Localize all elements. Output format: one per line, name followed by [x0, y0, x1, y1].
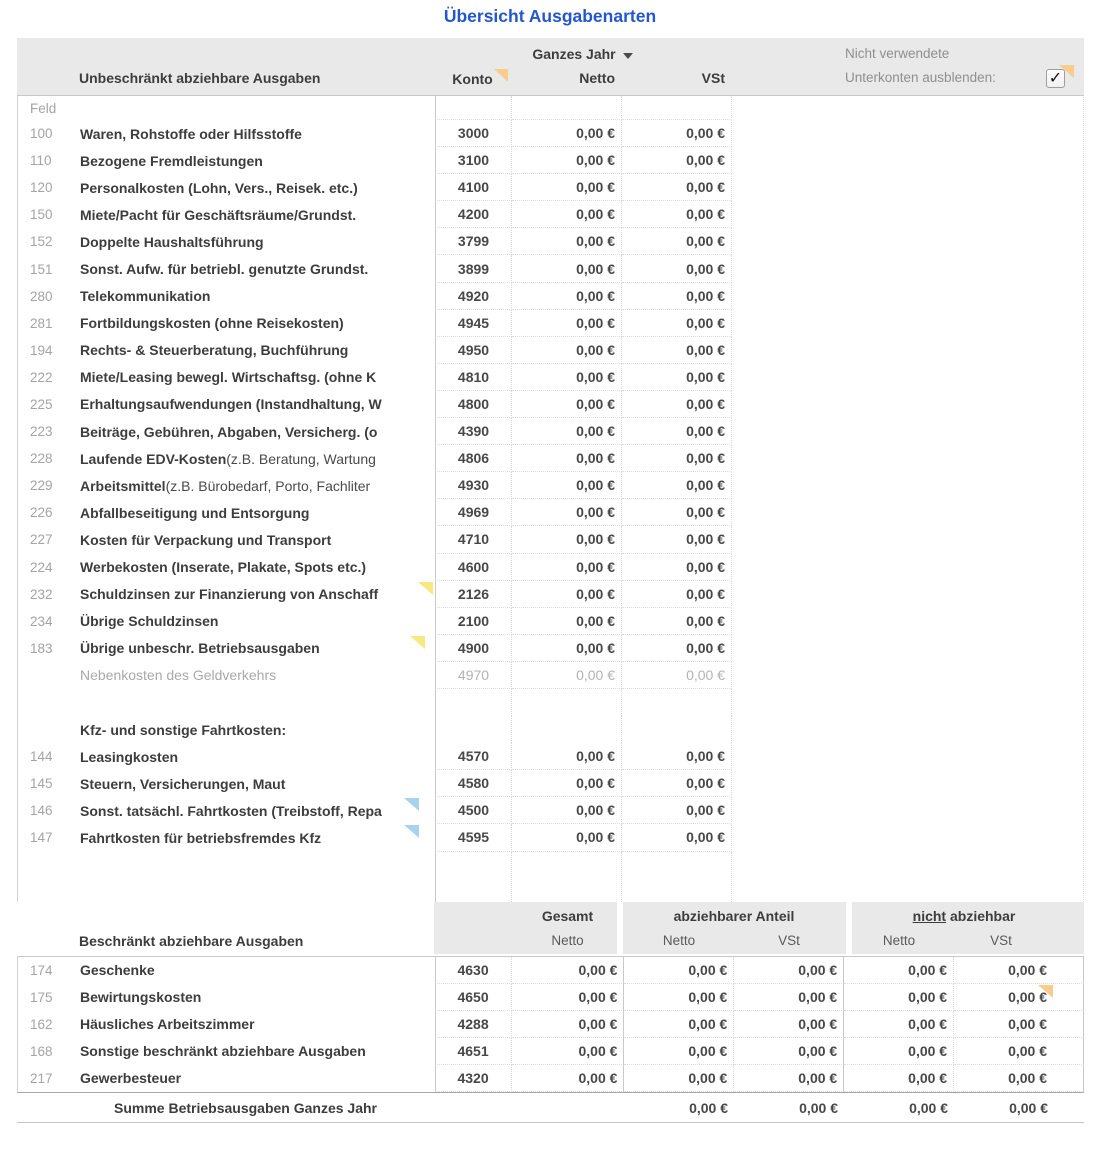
nicht-netto-cell[interactable]: 0,00 € [844, 1065, 954, 1092]
konto-cell[interactable]: 3000 [435, 120, 512, 147]
abz-vst-cell[interactable]: 0,00 € [734, 957, 844, 984]
vst-cell[interactable]: 0,00 € [622, 364, 732, 391]
table2-body [17, 956, 1084, 1093]
vst-cell[interactable]: 0,00 € [622, 445, 732, 472]
name-cell[interactable]: Kosten für Verpackung und Transport [80, 531, 332, 548]
gesamt-netto-cell[interactable]: 0,00 € [512, 957, 625, 984]
feld-cell [18, 689, 62, 716]
sum-nicht-netto: 0,00 € [909, 1099, 948, 1116]
table-row [18, 635, 1083, 662]
konto-cell[interactable]: 4390 [435, 418, 512, 445]
netto-cell[interactable]: 0,00 € [512, 364, 622, 391]
checkmark-icon: ✓ [1048, 69, 1063, 87]
netto-cell[interactable]: 0,00 € [512, 581, 622, 608]
name-cell[interactable]: Werbekosten (Inserate, Plakate, Spots etc.) [80, 559, 367, 576]
konto-cell[interactable]: 4650 [435, 984, 512, 1011]
konto-cell[interactable]: 2100 [435, 608, 512, 635]
vst-cell[interactable]: 0,00 € [622, 499, 732, 526]
table-row [18, 743, 1083, 770]
name-cell[interactable]: Laufende EDV-Kosten (z.B. Beratung, Wartung [80, 450, 376, 467]
sum-label: Summe Betriebsausgaben Ganzes Jahr [114, 1099, 377, 1116]
vst-cell[interactable]: 0,00 € [622, 797, 732, 824]
feld-cell: 224 [30, 559, 53, 575]
name-cell[interactable]: Übrige Schuldzinsen [80, 613, 219, 630]
name-cell[interactable]: Beiträge, Gebühren, Abgaben, Versicherg. (o [80, 423, 378, 440]
nicht-netto-cell[interactable]: 0,00 € [844, 1011, 954, 1038]
konto-cell[interactable]: 4600 [435, 554, 512, 581]
feld-cell: 110 [30, 153, 52, 169]
table2-header [17, 902, 1084, 956]
name-cell[interactable]: Erhaltungsaufwendungen (Instandhaltung, W [80, 396, 382, 413]
nicht-netto-cell[interactable]: 0,00 € [844, 957, 954, 984]
konto-cell[interactable] [435, 716, 512, 743]
nicht-vst-cell[interactable]: 0,00 € [954, 1011, 1084, 1038]
feld-cell: 174 [30, 962, 53, 978]
abz-vst-cell[interactable]: 0,00 € [734, 1038, 844, 1065]
period-label: Ganzes Jahr [532, 46, 616, 62]
comment-marker-icon [494, 69, 508, 82]
konto-cell[interactable]: 3100 [435, 147, 512, 174]
feld-cell: 194 [30, 342, 53, 358]
abz-netto-cell[interactable]: 0,00 € [624, 957, 734, 984]
table-row [18, 984, 1084, 1011]
table-row [18, 662, 1083, 689]
netto-cell[interactable]: 0,00 € [512, 391, 622, 418]
feld-label: Feld [30, 100, 57, 116]
vst-cell[interactable]: 0,00 € [622, 120, 732, 147]
vst-cell[interactable]: 0,00 € [622, 472, 732, 499]
konto-cell[interactable]: 4970 [435, 662, 512, 689]
name-cell[interactable]: Leasingkosten [80, 748, 179, 765]
vst-cell[interactable]: 0,00 € [622, 824, 732, 851]
vst-cell[interactable]: 0,00 € [622, 770, 732, 797]
table-row [18, 364, 1083, 391]
vst-cell[interactable] [622, 96, 732, 120]
feld-cell: 100 [30, 126, 53, 142]
nicht-vst-cell[interactable]: 0,00 € [954, 957, 1084, 984]
netto-cell[interactable]: 0,00 € [512, 472, 622, 499]
konto-cell[interactable] [435, 689, 512, 716]
expense-sheet [17, 38, 1084, 1123]
name-cell[interactable]: Sonst. tatsächl. Fahrtkosten (Treibstoff, Repa [62, 797, 435, 824]
table-row [18, 554, 1083, 581]
netto-cell[interactable] [512, 852, 622, 902]
abz-netto-cell[interactable]: 0,00 € [624, 1011, 734, 1038]
column-header-vst: VSt [701, 70, 725, 86]
table-row [18, 283, 1083, 310]
name-cell[interactable]: Miete/Leasing bewegl. Wirtschaftsg. (ohne K [80, 369, 377, 386]
konto-cell[interactable] [435, 852, 512, 902]
konto-cell[interactable] [435, 96, 512, 120]
comment-marker-icon [1059, 65, 1074, 78]
konto-cell[interactable]: 4969 [435, 499, 512, 526]
vst-cell[interactable]: 0,00 € [622, 283, 732, 310]
feld-cell: 145 [30, 776, 53, 792]
feld-cell: 280 [30, 288, 53, 304]
abz-vst-cell[interactable]: 0,00 € [734, 1065, 844, 1092]
konto-cell[interactable]: 4500 [435, 797, 512, 824]
section-title-beschraenkt: Beschränkt abziehbare Ausgaben [79, 932, 304, 949]
netto-cell[interactable]: 0,00 € [512, 337, 622, 364]
comment-marker-icon [404, 798, 419, 811]
table-row [18, 147, 1083, 174]
vst-cell[interactable]: 0,00 € [622, 581, 732, 608]
name-cell[interactable]: Fahrtkosten für betriebsfremdes Kfz [62, 824, 435, 851]
gesamt-netto-cell[interactable]: 0,00 € [512, 1011, 625, 1038]
feld-header-row [18, 96, 1083, 120]
subcolumn-nicht-netto: Netto [882, 933, 916, 949]
feld-cell: 226 [30, 505, 53, 521]
vst-cell[interactable]: 0,00 € [622, 662, 732, 689]
feld-cell: 168 [30, 1043, 53, 1059]
konto-cell[interactable]: 4630 [435, 957, 512, 984]
name-cell[interactable]: Abfallbeseitigung und Entsorgung [80, 504, 310, 521]
abz-vst-cell[interactable]: 0,00 € [734, 984, 844, 1011]
konto-cell[interactable]: 4900 [435, 635, 512, 662]
hide-unused-label-line1: Nicht verwendete [845, 46, 950, 61]
netto-cell[interactable]: 0,00 € [512, 608, 622, 635]
vst-cell[interactable]: 0,00 € [622, 147, 732, 174]
netto-cell[interactable]: 0,00 € [512, 255, 622, 282]
feld-cell: 183 [30, 640, 53, 656]
vst-cell[interactable]: 0,00 € [622, 608, 732, 635]
netto-cell[interactable] [512, 689, 622, 716]
feld-cell: 225 [30, 396, 53, 412]
feld-cell: 152 [30, 234, 53, 250]
table-row [18, 797, 1083, 824]
page-title: Übersicht Ausgabenarten [443, 6, 657, 26]
netto-cell[interactable]: 0,00 € [512, 743, 622, 770]
feld-cell: 217 [30, 1070, 53, 1086]
konto-cell[interactable]: 4806 [435, 445, 512, 472]
vst-cell[interactable]: 0,00 € [622, 201, 732, 228]
nicht-netto-cell[interactable]: 0,00 € [844, 984, 954, 1011]
netto-cell[interactable]: 0,00 € [512, 554, 622, 581]
sum-abz-vst: 0,00 € [799, 1099, 838, 1116]
empty-rows-filler [18, 852, 1083, 902]
comment-marker-icon [1038, 985, 1053, 998]
konto-cell[interactable]: 4945 [435, 310, 512, 337]
konto-cell[interactable]: 4930 [435, 472, 512, 499]
table-row [18, 391, 1083, 418]
group-header-abziehbarer-anteil: abziehbarer Anteil [673, 907, 795, 924]
table-row [18, 499, 1083, 526]
konto-cell[interactable]: 4570 [435, 743, 512, 770]
konto-cell[interactable]: 4950 [435, 337, 512, 364]
nicht-vst-cell[interactable]: 0,00 € [954, 1065, 1084, 1092]
name-cell[interactable]: Telekommunikation [80, 288, 211, 305]
feld-cell: 281 [30, 315, 53, 331]
netto-cell[interactable] [512, 96, 622, 120]
table1-header [17, 38, 1084, 95]
netto-cell[interactable]: 0,00 € [512, 120, 622, 147]
netto-cell[interactable]: 0,00 € [512, 526, 622, 553]
comment-marker-icon [404, 825, 419, 838]
hide-unused-label-line2: Unterkonten ausblenden: [845, 70, 996, 85]
table-row [18, 418, 1083, 445]
netto-cell[interactable]: 0,00 € [512, 174, 622, 201]
sum-nicht-vst: 0,00 € [1009, 1099, 1048, 1116]
name-cell[interactable]: Waren, Rohstoffe oder Hilfsstoffe [80, 125, 302, 142]
netto-cell[interactable]: 0,00 € [512, 310, 622, 337]
name-cell [62, 96, 435, 120]
table-row [18, 445, 1083, 472]
konto-cell[interactable]: 4710 [435, 526, 512, 553]
abz-netto-cell[interactable]: 0,00 € [624, 984, 734, 1011]
vst-cell[interactable]: 0,00 € [622, 635, 732, 662]
subcolumn-gesamt-netto: Netto [551, 933, 584, 949]
vst-cell[interactable]: 0,00 € [622, 418, 732, 445]
konto-cell[interactable]: 2126 [435, 581, 512, 608]
table-row [18, 174, 1083, 201]
column-header-netto: Netto [579, 70, 615, 86]
name-cell[interactable]: Sonstige beschränkt abziehbare Ausgaben [79, 1043, 366, 1060]
table-row [18, 526, 1083, 553]
abz-netto-cell[interactable]: 0,00 € [624, 1065, 734, 1092]
nicht-vst-cell[interactable]: 0,00 € [954, 984, 1084, 1011]
feld-cell: 146 [30, 803, 53, 819]
konto-cell[interactable]: 3799 [435, 228, 512, 255]
vst-cell[interactable]: 0,00 € [622, 391, 732, 418]
name-cell[interactable]: Miete/Pacht für Geschäftsräume/Grundst. [80, 206, 357, 223]
name-cell[interactable]: Übrige unbeschr. Betriebsausgaben [62, 635, 435, 662]
netto-cell[interactable]: 0,00 € [512, 797, 622, 824]
vst-cell[interactable] [622, 716, 732, 743]
name-cell[interactable]: Geschenke [79, 962, 155, 979]
feld-cell: 234 [30, 613, 53, 629]
konto-cell[interactable]: 4800 [435, 391, 512, 418]
gesamt-netto-cell[interactable]: 0,00 € [512, 1065, 625, 1092]
feld-cell: 120 [30, 180, 53, 196]
name-cell[interactable]: Doppelte Haushaltsführung [80, 233, 264, 250]
name-cell[interactable]: Bezogene Fremdleistungen [80, 152, 263, 169]
feld-cell: 144 [30, 749, 53, 765]
table-row [18, 689, 1083, 716]
vst-cell[interactable]: 0,00 € [622, 310, 732, 337]
table-row [18, 608, 1083, 635]
table-row [18, 201, 1083, 228]
netto-cell[interactable]: 0,00 € [512, 201, 622, 228]
name-cell: Kfz- und sonstige Fahrtkosten: [80, 721, 287, 738]
feld-cell: 223 [30, 424, 53, 440]
table-row [18, 472, 1083, 499]
feld-cell [18, 716, 62, 743]
feld-cell: 228 [30, 451, 53, 467]
name-cell[interactable]: Sonst. Aufw. für betriebl. genutzte Grundst. [80, 261, 369, 278]
group-header-gesamt: Gesamt [541, 907, 594, 924]
netto-cell[interactable]: 0,00 € [512, 445, 622, 472]
netto-cell[interactable]: 0,00 € [512, 283, 622, 310]
name-cell [62, 689, 435, 716]
vst-cell[interactable]: 0,00 € [622, 554, 732, 581]
comment-marker-icon [418, 582, 433, 595]
column-header-konto: Konto [434, 69, 511, 87]
vst-cell[interactable]: 0,00 € [622, 743, 732, 770]
konto-cell[interactable]: 3899 [435, 255, 512, 282]
netto-cell[interactable]: 0,00 € [512, 499, 622, 526]
comment-marker-icon [410, 636, 425, 649]
table-row [18, 255, 1083, 282]
table-row [18, 716, 1083, 743]
feld-cell [18, 662, 62, 689]
name-cell[interactable]: Fortbildungskosten (ohne Reisekosten) [80, 315, 344, 332]
sum-row [17, 1093, 1084, 1123]
table-row [18, 1038, 1084, 1065]
netto-cell[interactable]: 0,00 € [512, 228, 622, 255]
konto-cell[interactable]: 4595 [435, 824, 512, 851]
netto-cell[interactable]: 0,00 € [512, 770, 622, 797]
subcolumn-nicht-vst: VSt [990, 933, 1012, 949]
name-cell[interactable]: Nebenkosten des Geldverkehrs [80, 667, 277, 684]
konto-cell[interactable]: 4580 [435, 770, 512, 797]
vst-cell[interactable]: 0,00 € [622, 228, 732, 255]
konto-cell[interactable]: 4288 [435, 1011, 512, 1038]
netto-cell[interactable]: 0,00 € [512, 662, 622, 689]
konto-cell[interactable]: 4320 [435, 1065, 512, 1092]
feld-cell: 222 [30, 369, 53, 385]
konto-cell[interactable]: 4100 [435, 174, 512, 201]
feld-cell: 227 [30, 532, 53, 548]
netto-cell[interactable] [512, 716, 622, 743]
table1-rows [18, 120, 1083, 852]
table1-body [17, 95, 1084, 902]
table-row [18, 120, 1083, 147]
nicht-vst-cell[interactable]: 0,00 € [954, 1038, 1084, 1065]
konto-cell[interactable]: 4200 [435, 201, 512, 228]
vst-cell[interactable] [622, 689, 732, 716]
vst-cell[interactable]: 0,00 € [622, 255, 732, 282]
abz-netto-cell[interactable]: 0,00 € [624, 1038, 734, 1065]
feld-cell: 232 [30, 586, 53, 602]
sum-abz-netto: 0,00 € [689, 1099, 728, 1116]
name-cell[interactable]: Schuldzinsen zur Finanzierung von Anschaff [62, 581, 435, 608]
table-row [18, 824, 1083, 851]
table-row [18, 337, 1083, 364]
table-row [18, 228, 1083, 255]
table-row [18, 1065, 1084, 1092]
name-cell[interactable]: Steuern, Versicherungen, Maut [80, 775, 286, 792]
section-title-unbeschraenkt: Unbeschränkt abziehbare Ausgaben [79, 70, 321, 86]
name-cell[interactable]: Personalkosten (Lohn, Vers., Reisek. etc.) [80, 179, 358, 196]
table-row [18, 957, 1084, 984]
name-cell[interactable]: Arbeitsmittel (z.B. Bürobedarf, Porto, Fachliter [80, 477, 371, 494]
konto-cell[interactable]: 4920 [435, 283, 512, 310]
netto-cell[interactable]: 0,00 € [512, 824, 622, 851]
feld-cell: 229 [30, 478, 53, 494]
gesamt-netto-cell[interactable]: 0,00 € [512, 1038, 625, 1065]
feld-cell: 162 [30, 1016, 53, 1032]
feld-cell: 147 [30, 830, 53, 846]
netto-cell[interactable]: 0,00 € [512, 418, 622, 445]
name-cell[interactable]: Rechts- & Steuerberatung, Buchführung [80, 342, 349, 359]
nicht-netto-cell[interactable]: 0,00 € [844, 1038, 954, 1065]
table-row [18, 310, 1083, 337]
vst-cell[interactable] [622, 852, 732, 902]
table-row [18, 581, 1083, 608]
chevron-down-icon [623, 53, 633, 59]
feld-cell: 150 [30, 207, 53, 223]
subcolumn-abz-vst: VSt [778, 933, 800, 949]
vst-cell[interactable]: 0,00 € [622, 526, 732, 553]
feld-cell: 151 [30, 261, 53, 277]
name-cell[interactable]: Bewirtungskosten [79, 989, 202, 1006]
table-row [18, 770, 1083, 797]
netto-cell[interactable]: 0,00 € [512, 147, 622, 174]
abz-vst-cell[interactable]: 0,00 € [734, 1011, 844, 1038]
vst-cell[interactable]: 0,00 € [622, 337, 732, 364]
netto-cell[interactable]: 0,00 € [512, 635, 622, 662]
name-cell[interactable]: Häusliches Arbeitszimmer [79, 1016, 255, 1033]
gesamt-netto-cell[interactable]: 0,00 € [512, 984, 625, 1011]
feld-cell: 175 [30, 989, 53, 1005]
subcolumn-abz-netto: Netto [662, 933, 696, 949]
table-row [18, 1011, 1084, 1038]
vst-cell[interactable]: 0,00 € [622, 174, 732, 201]
name-cell[interactable]: Gewerbesteuer [79, 1070, 182, 1087]
konto-cell[interactable]: 4651 [435, 1038, 512, 1065]
period-dropdown[interactable] [434, 41, 731, 67]
group-header-nicht-abziehbar: nicht abziehbar [912, 907, 1016, 924]
konto-cell[interactable]: 4810 [435, 364, 512, 391]
